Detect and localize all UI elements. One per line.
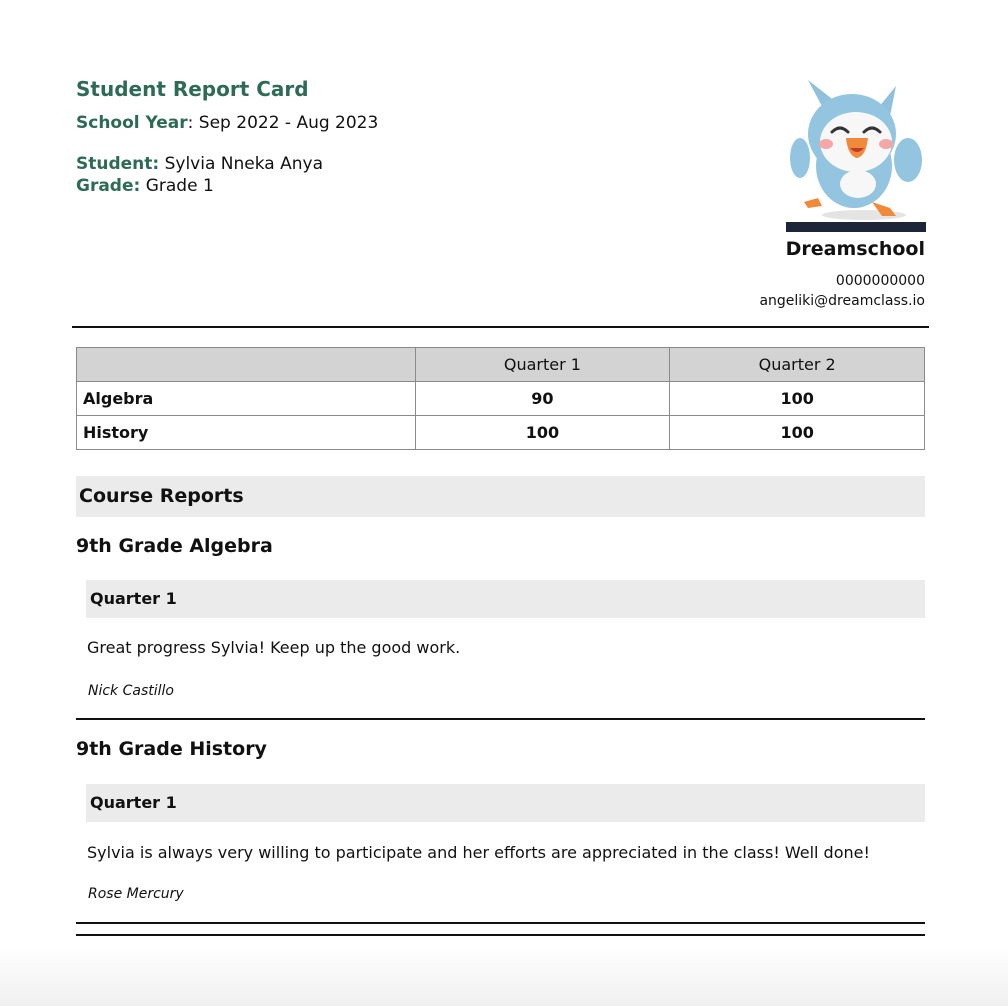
quarter-2-grade: 100 (670, 382, 925, 416)
header-divider (72, 326, 929, 328)
column-header-subject (77, 348, 416, 382)
subject-cell: History (77, 416, 416, 450)
grade-label: Grade: (76, 176, 141, 196)
course-divider (76, 718, 925, 720)
course-comment: Great progress Sylvia! Keep up the good work. (87, 638, 461, 657)
school-name: Dreamschool (785, 238, 925, 260)
course-reports-header: Course Reports (76, 476, 925, 517)
quarter-heading: Quarter 1 (86, 580, 925, 618)
grade-value: Grade 1 (140, 176, 214, 196)
student-name (76, 153, 378, 175)
table-header-row (77, 348, 925, 382)
course-title: 9th Grade History (76, 738, 267, 760)
course-title: 9th Grade Algebra (76, 535, 273, 557)
student-label: Student: (76, 154, 160, 174)
grades-table (76, 347, 925, 450)
column-header-quarter-1: Quarter 1 (415, 348, 670, 382)
report-header (76, 76, 378, 197)
quarter-heading: Quarter 1 (86, 784, 925, 822)
teacher-name: Nick Castillo (88, 683, 174, 699)
subject-cell: Algebra (77, 382, 416, 416)
quarter-2-grade: 100 (670, 416, 925, 450)
course-comment: Sylvia is always very willing to participate and her efforts are appreciated in the class! Well done! (87, 843, 870, 862)
school-year (76, 112, 378, 134)
page-bottom-shadow (0, 946, 1008, 1006)
footer-divider (76, 934, 925, 936)
owl-mascot-icon (786, 76, 926, 232)
school-phone: 0000000000 (835, 273, 925, 289)
column-header-quarter-2: Quarter 2 (670, 348, 925, 382)
school-year-label: School Year (76, 113, 188, 133)
quarter-1-grade: 90 (415, 382, 670, 416)
student-value: Sylvia Nneka Anya (159, 154, 323, 174)
teacher-name: Rose Mercury (88, 886, 184, 902)
table-row (77, 382, 925, 416)
student-grade (76, 175, 378, 197)
course-divider (76, 922, 925, 924)
school-year-value: : Sep 2022 - Aug 2023 (187, 113, 379, 133)
quarter-1-grade: 100 (415, 416, 670, 450)
school-email: angeliki@dreamclass.io (759, 293, 925, 309)
table-row (77, 416, 925, 450)
report-title: Student Report Card (76, 77, 309, 101)
school-info (759, 236, 925, 311)
